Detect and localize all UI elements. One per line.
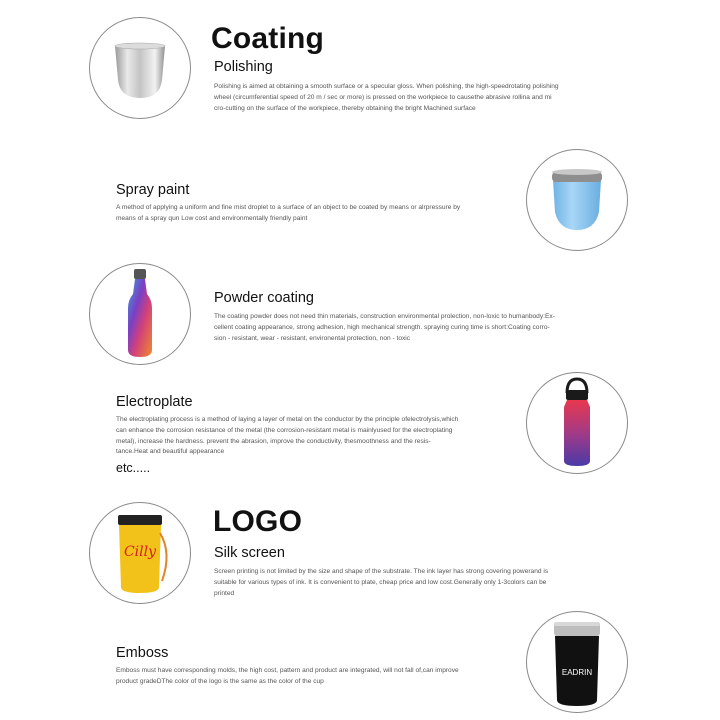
coating-heading: Coating [211, 22, 325, 55]
desc-line: Polishing is aimed at obtaining a smooth surface or a specular gloss. When polishing, the high-speedrotating polishing [214, 83, 559, 90]
cup-print-text: EADRIN [561, 668, 593, 677]
emboss-cup-image [526, 611, 628, 713]
desc-line: cro-cutting on the surface of the workpiece, thereby obtaining the bright Machined surface [214, 104, 476, 112]
polished-tumbler-image [89, 17, 191, 119]
electroplate-title: Electroplate [116, 394, 193, 410]
desc-line: printed [214, 589, 235, 597]
polishing-description [214, 82, 559, 114]
desc-line: The electroplating process is a method of laying a layer of metal on the conductor by the principle ofelectrolysis,which [116, 416, 459, 423]
desc-line: can enhance the corrosion resistance of the metal (the corrosion-resistant metal is mainlyused for the electroplating [116, 426, 453, 434]
powder-coating-description [214, 312, 555, 344]
desc-line: A method of applying a uniform and fine mist droplet to a surface of an object to be coated by means or alrpressure by [116, 204, 461, 211]
polishing-title: Polishing [214, 59, 273, 75]
desc-line: The coating powder does not need thin materials, construction environmental prolection, non-loxic to humanbody:Ex- [214, 313, 555, 320]
desc-line: tance.Heat and beautiful appearance [116, 448, 225, 456]
electroplate-bottle-image [526, 372, 628, 474]
spray-paint-description [116, 203, 460, 225]
silk-screen-cup-image [89, 502, 191, 604]
desc-line: cellent coating appearance, strong adhesion, high mechanical strength. spraying curing time is short:Coating corro- [214, 323, 550, 331]
desc-line: Screen printing is not limited by the size and shape of the substrate. The ink layer has strong covering powerand is [214, 568, 549, 575]
spray-tumbler-image [526, 149, 628, 251]
etc-text: etc..... [116, 461, 151, 475]
desc-line: means of a spray qun Low cost and environmentally friendly paint [116, 214, 308, 222]
spray-paint-title: Spray paint [116, 182, 190, 198]
desc-line: sion - resistant, wear - resistant, environental protection, non - toxic [214, 334, 411, 342]
black-cup-icon [527, 612, 627, 712]
powder-coating-title: Powder coating [214, 290, 314, 306]
rainbow-bottle-icon [90, 264, 190, 364]
gradient-flask-icon [527, 373, 627, 473]
emboss-title: Emboss [116, 645, 169, 661]
blue-tumbler-icon [527, 150, 627, 250]
desc-line: suitable for various types of ink. It is convenient to plate, cheap price and low cost.Generally only 1-3colors can be [214, 578, 547, 586]
silk-screen-title: Silk screen [214, 545, 285, 561]
desc-line: product gradeDThe color of the logo is the same as the color of the cup [116, 677, 324, 685]
yellow-cup-icon [90, 503, 190, 603]
electroplate-description [116, 415, 458, 458]
emboss-description [116, 666, 459, 688]
powder-bottle-image [89, 263, 191, 365]
desc-line: wheel (circumferential speed of 20 m / sec or more) is pressed on the workpiece to causethe abrasive rollina and mi [214, 93, 552, 101]
steel-wine-tumbler-icon [90, 18, 190, 118]
cup-print-text: Cilly [123, 544, 157, 560]
logo-heading: LOGO [213, 505, 303, 538]
desc-line: Emboss must have corresponding molds, the high cost, pattern and product are integrated, will not fall of,can improve [116, 667, 459, 674]
silk-screen-description [214, 567, 548, 599]
desc-line: metal), increase the hardness. prevent the abrasion, improve the conductivity, thesmoothness and the resis- [116, 437, 431, 445]
